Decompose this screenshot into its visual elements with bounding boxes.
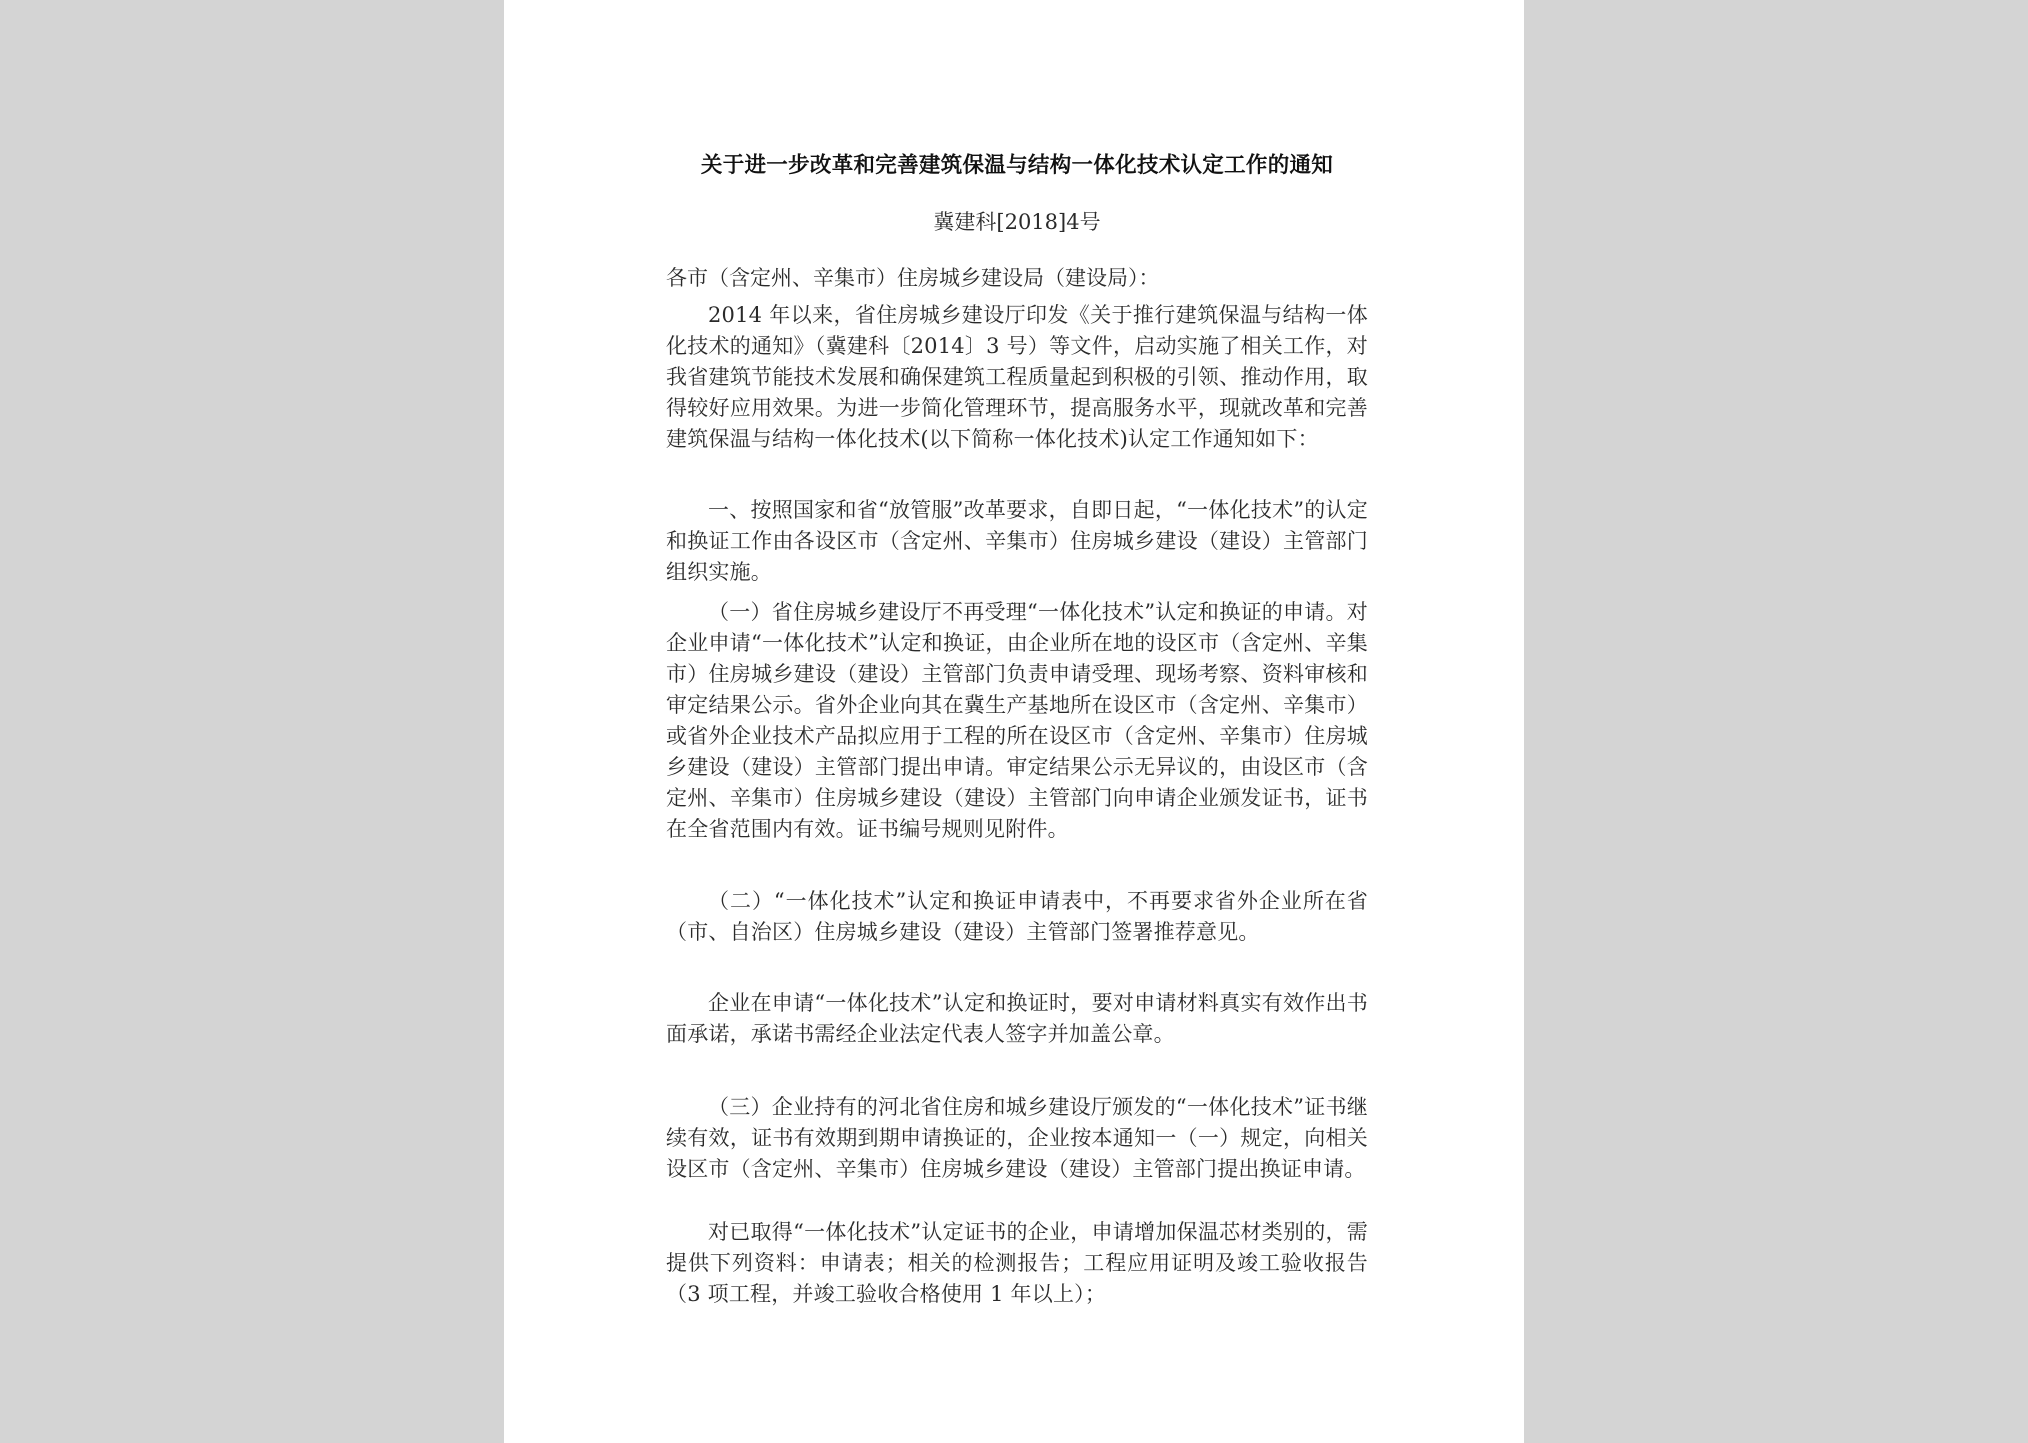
document-title: 关于进一步改革和完善建筑保温与结构一体化技术认定工作的通知 <box>700 153 1334 178</box>
paragraph-commitment: 企业在申请“一体化技术”认定和换证时，要对申请材料真实有效作出书面承诺，承诺书需经企业法定代表人签字并加盖公章。 <box>666 991 1368 1046</box>
paragraph-item-1: 一、按照国家和省“放管服”改革要求，自即日起，“一体化技术”的认定和换证工作由各设区市（含定州、辛集市）住房城乡建设（建设）主管部门组织实施。 <box>666 498 1368 584</box>
document-page <box>504 0 1524 1443</box>
paragraph-item-1-3: （三）企业持有的河北省住房和城乡建设厅颁发的“一体化技术”证书继续有效，证书有效期到期申请换证的，企业按本通知一（一）规定，向相关设区市（含定州、辛集市）住房城乡建设（建设）主管部门提出换证申请。 <box>666 1095 1368 1181</box>
paragraph-item-1-2: （二）“一体化技术”认定和换证申请表中，不再要求省外企业所在省（市、自治区）住房城乡建设（建设）主管部门签署推荐意见。 <box>666 889 1368 944</box>
paragraph-item-1-1: （一）省住房城乡建设厅不再受理“一体化技术”认定和换证的申请。对企业申请“一体化技术”认定和换证，由企业所在地的设区市（含定州、辛集市）住房城乡建设（建设）主管部门负责申请受理、现场考察、资料审核和审定结果公示。省外企业向其在冀生产基地所在设区市（含定州、辛集市）或省外企业技术产品拟应用于工程的所在设区市（含定州、辛集市）住房城乡建设（建设）主管部门提出申请。审定结果公示无异议的，由设区市（含定州、辛集市）住房城乡建设（建设）主管部门向申请企业颁发证书，证书在全省范围内有效。证书编号规则见附件。 <box>666 600 1368 841</box>
paragraph-intro: 2014 年以来，省住房城乡建设厅印发《关于推行建筑保温与结构一体化技术的通知》（冀建科〔2014〕3 号）等文件，启动实施了相关工作，对我省建筑节能技术发展和确保建筑工程质量起到积极的引领、推动作用，取得较好应用效果。为进一步简化管理环节，提高服务水平，现就改革和完善建筑保温与结构一体化技术(以下简称一体化技术)认定工作通知如下： <box>666 303 1368 451</box>
document-number: 冀建科[2018]4号 <box>933 210 1101 234</box>
paragraph-add-category: 对已取得“一体化技术”认定证书的企业，申请增加保温芯材类别的，需提供下列资料：申请表；相关的检测报告；工程应用证明及竣工验收报告（3 项工程，并竣工验收合格使用 1 年以上）； <box>666 1220 1368 1306</box>
salutation: 各市（含定州、辛集市）住房城乡建设局（建设局）： <box>666 266 1160 290</box>
